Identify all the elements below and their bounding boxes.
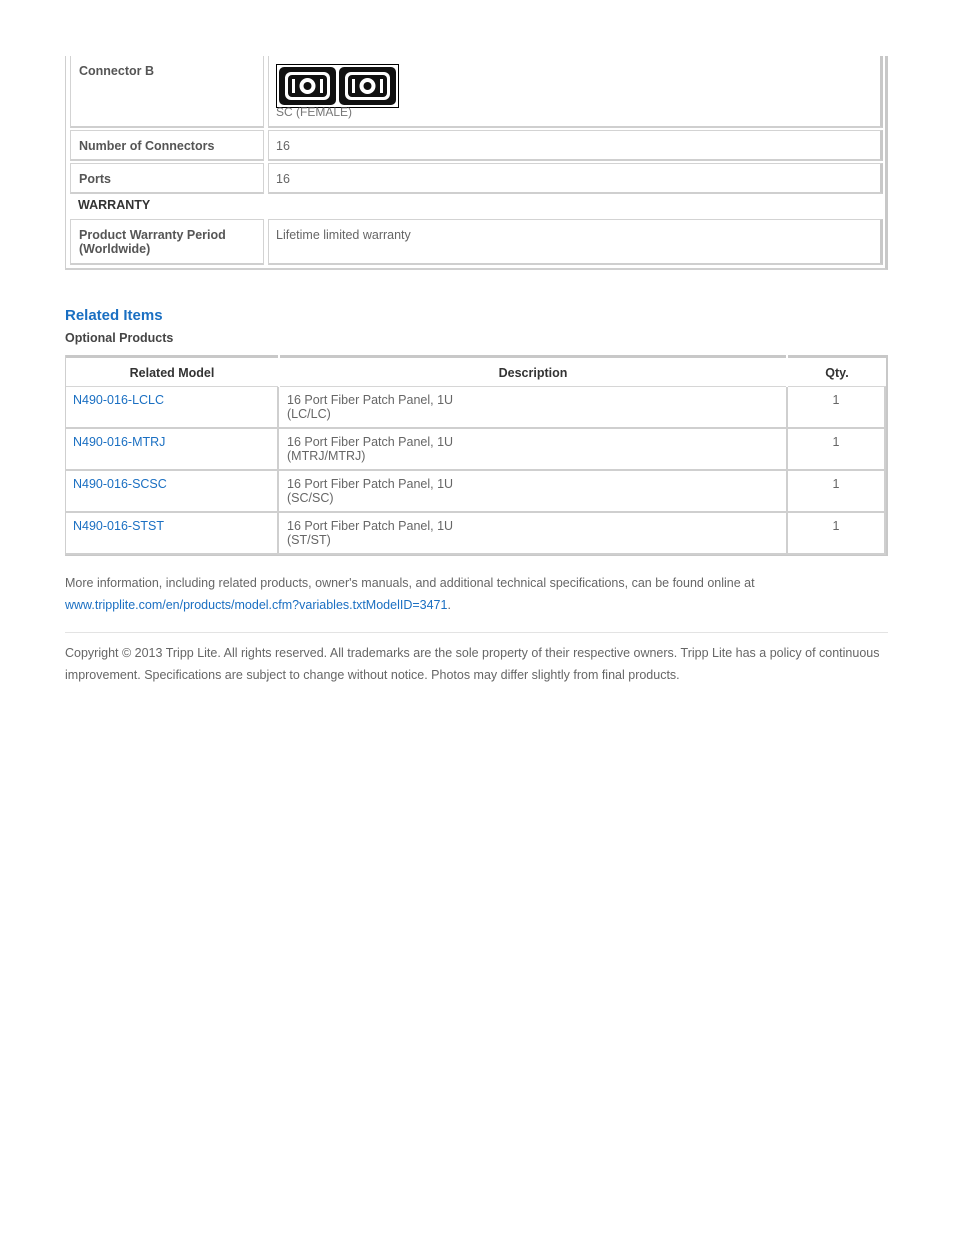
description-line-1: 16 Port Fiber Patch Panel, 1U bbox=[287, 393, 454, 407]
related-description bbox=[279, 429, 788, 471]
spec-label-number-of-connectors: Number of Connectors bbox=[70, 130, 264, 161]
footer-divider bbox=[65, 632, 888, 633]
description-line-1: 16 Port Fiber Patch Panel, 1U bbox=[287, 477, 454, 491]
related-description bbox=[279, 513, 788, 555]
description-line-1: 16 Port Fiber Patch Panel, 1U bbox=[287, 519, 454, 533]
section-header-warranty: WARRANTY bbox=[78, 198, 151, 212]
more-info-text: More information, including related products, owner's manuals, and additional technical specifications, can be found online at bbox=[65, 576, 755, 590]
related-model-link[interactable]: N490-016-MTRJ bbox=[66, 429, 279, 471]
description-line-1: 16 Port Fiber Patch Panel, 1U bbox=[287, 435, 454, 449]
spec-value-number-of-connectors: 16 bbox=[268, 130, 883, 161]
spec-label-ports: Ports bbox=[70, 163, 264, 194]
related-qty: 1 bbox=[788, 429, 886, 471]
related-description bbox=[279, 387, 788, 429]
related-model-link[interactable]: N490-016-SCSC bbox=[66, 471, 279, 513]
more-info-paragraph bbox=[65, 572, 895, 616]
product-page-link[interactable]: www.tripplite.com/en/products/model.cfm?variables.txtModelID=3471 bbox=[65, 598, 448, 612]
optional-products-subheading: Optional Products bbox=[65, 331, 174, 345]
related-items-heading: Related Items bbox=[65, 307, 163, 324]
related-qty: 1 bbox=[788, 513, 886, 555]
description-line-2: (ST/ST) bbox=[287, 533, 331, 547]
spec-value-warranty-period: Lifetime limited warranty bbox=[268, 219, 883, 265]
copyright-notice: Copyright © 2013 Tripp Lite. All rights reserved. All trademarks are the sole property of their respective owners. Tripp Lite has a policy of continuous improvement. Specifications are subject to change without notice. Photos may differ slightly from final products. bbox=[65, 646, 880, 682]
spec-label-connector-b: Connector B bbox=[70, 56, 264, 128]
spec-value-ports: 16 bbox=[268, 163, 883, 194]
description-line-2: (MTRJ/MTRJ) bbox=[287, 449, 366, 463]
related-model-link[interactable]: N490-016-STST bbox=[66, 513, 279, 555]
connector-b-caption: SC (FEMALE) bbox=[276, 105, 353, 119]
spec-label-warranty-period: Product Warranty Period (Worldwide) bbox=[70, 219, 264, 265]
related-qty: 1 bbox=[788, 387, 886, 429]
description-line-2: (SC/SC) bbox=[287, 491, 334, 505]
description-line-2: (LC/LC) bbox=[287, 407, 331, 421]
column-header-qty: Qty. bbox=[788, 355, 886, 387]
column-header-description: Description bbox=[280, 355, 786, 387]
column-header-related-model: Related Model bbox=[66, 355, 278, 387]
related-qty: 1 bbox=[788, 471, 886, 513]
related-description bbox=[279, 471, 788, 513]
related-model-link[interactable]: N490-016-LCLC bbox=[66, 387, 279, 429]
sc-duplex-connector-icon bbox=[276, 64, 399, 108]
more-info-period: . bbox=[447, 598, 451, 612]
